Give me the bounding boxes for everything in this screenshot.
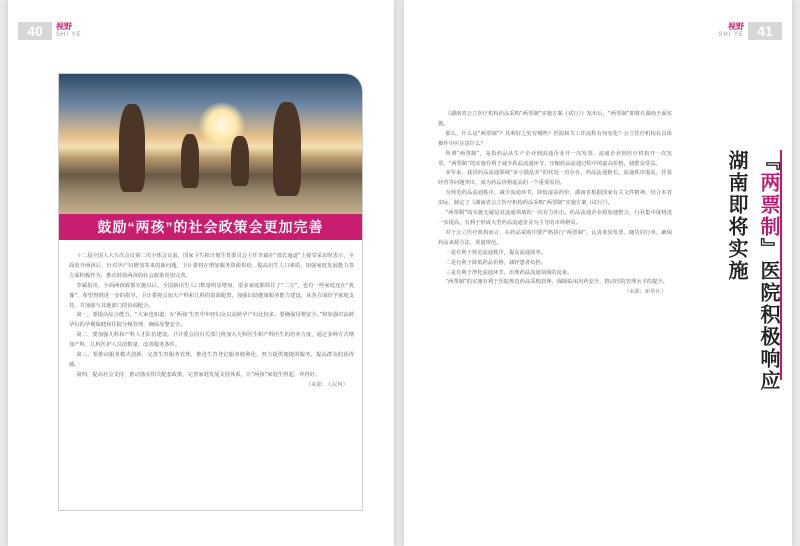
paragraph: 第四，提高社会支持，推动落实相关配套政策，完善家庭发展支持体系，让“两孩”家庭生得起、养得好。 [76,371,321,378]
figure-mother [119,104,145,192]
figure-child-1 [181,134,199,188]
article-headline: 鼓励“两孩”的社会政策会更加完善 [59,214,362,240]
page-number: 40 [18,22,52,40]
section-tag-cn: 视野 [728,22,744,31]
section-tag-en: SHI YE [56,32,82,38]
article-box [58,73,363,511]
paragraph: 《湖南省公立医疗机构药品采购“两票制”实施方案（试行）》发布后，“两票制”即将在湖南全面实施。 [438,111,672,127]
paragraph: 第三，要推动服务模式创新，完善生育服务管理，推进生育登记服务便利化，努力提供便捷的服务，提高群众的获得感。 [69,352,354,368]
paragraph: 第一，要提高综合能力。“大家也知道，在‘两孩’生育中年轻妇女以高龄孕产妇比较多，要确保母婴安全。”将加强对高龄孕妇的孕期保健和住院分娩管理，确保母婴安全。 [69,312,354,329]
paragraph: 李斌指出，全面两孩政策实施以后，全国新出生人口数量明显增加，很多家庭都抓住了“二宝”，也有一些家庭还在“犹豫”，希望得到进一步的指导。卫计委将会加大产科和儿科的资源配置，加强妇幼健康服务能力建设，从各方面给予家庭支持，并加强与其他部门的协调配合。 [69,282,354,309]
paragraph: 那么，什么是“两票制”？其利好之处有哪些？医院和关工作流程有何变化？公立医疗机构在具体操作中应注意什么？ [438,130,672,147]
article-body [438,110,672,298]
paragraph: 为规范药品流通秩序，减少流通环节，降低虚高药价，湖南省根据国家有关文件精神，结合本省实际，制定了《湖南省公立医疗机构药品采购“两票制”实施方案（试行）》。 [438,190,672,207]
vertical-title-line-2 [754,150,783,392]
title-line-3: 医院积极响应 [757,260,779,392]
title-bracket-close: 』 [757,238,779,260]
paragraph: 所谓“两票制”，是指药品从生产企业到流通企业开一次发票，流通企业到医疗机构开一次发票。“两票制”的实施有利于减少药品流通环节，压缩药品流通过程中的虚高价格，使群众受益。 [438,150,672,167]
article-body [69,252,354,391]
article-source: （来源：人民网） [305,381,348,388]
title-bracket-open: 『 [757,150,779,172]
figure-father [273,102,301,196]
vertical-title-line-1: 湖南即将实施 [725,150,747,282]
paragraph: 三是有利于净化流通环节，治理药品流通领域的乱象。 [445,269,573,276]
title-highlight: 两票制 [757,172,779,238]
paragraph: 对于公立医疗机构而言，在药品采购中要严格执行“两票制”，认真查验发票、随货同行单，确保药品来源合法、渠道规范。 [438,229,672,246]
paragraph: 多年来，我国药品流通领域“多小散乱差”的状况一直存在，药品流通链长、流通秩序混乱，挂靠经营等问题突出，成为药品价格虚高的一个重要原因。 [438,170,672,187]
paragraph: 第二，要加强儿科和产科人才队伍建设。卫计委会同有关部门将加大儿科医生和产科医生的培养力度，通过多种方式增加产科、儿科医护人员的数量，改善服务条件。 [69,332,354,349]
family-beach-photo [59,74,362,214]
paragraph: 二是有利于降低药品价格，减轻患者负担。 [445,259,547,266]
accent-rule [780,150,782,380]
left-page [8,0,394,546]
section-tag [56,22,82,40]
article-source: （来源：新华社） [623,289,666,296]
figure-child-2 [231,136,249,186]
paragraph: 一是有利于规范流通秩序，提高流通效率。 [445,249,547,256]
right-page [404,0,792,546]
section-tag-en: SHI YE [718,32,744,38]
section-tag-cn: 视野 [56,22,72,31]
section-tag [718,22,744,40]
paragraph: 十二届全国人大五次会议第二次全体会议前，国家卫生和计划生育委员会主任李斌在“部长通道”上接受采访时表示，全面放开两孩后，针对孕产妇增加等来的新问题，卫计委将在增加服务资源供给、提高出生人口素质、加强家庭发展能力等方面积极作为，推动鼓励两孩的社会政策更加完善。 [69,253,354,279]
page-number: 41 [748,22,782,40]
paragraph: “两票制”的实施无疑是对流通领域的一次有力冲击。药品流通企业将加速整合，行业集中度将进一步提高，有利于形成大型药品流通企业为主导的市场格局。 [438,210,672,226]
paragraph: “两票制”的实施有利于医院规范药品采购管理，保障临床用药安全，推动医院管理水平的提升。 [445,279,669,286]
